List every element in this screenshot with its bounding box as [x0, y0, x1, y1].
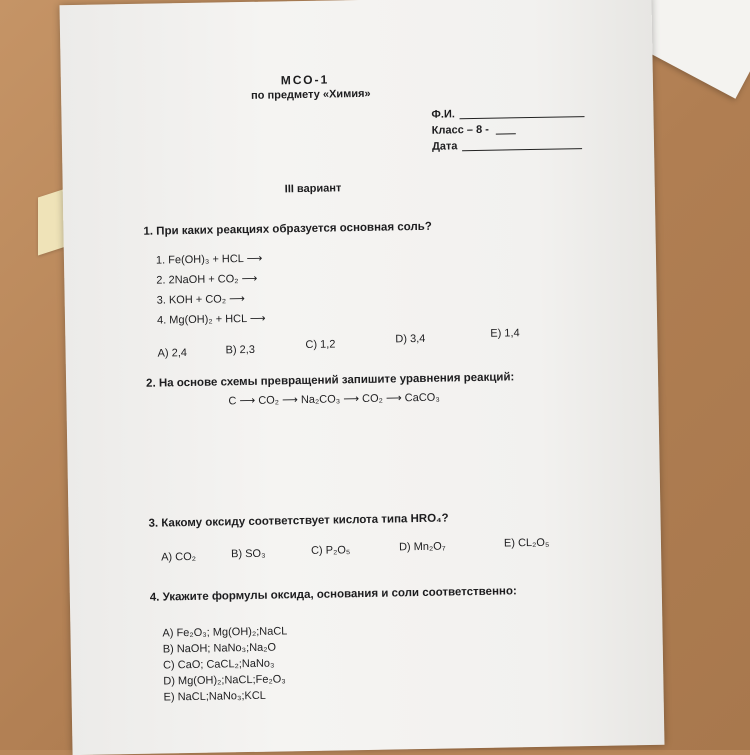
date-line — [462, 148, 582, 151]
variant-label: III вариант — [284, 182, 342, 196]
q3-option-a: A) CO₂ — [161, 550, 197, 564]
q1-option-c: C) 1,2 — [305, 338, 336, 351]
q3-option-d: D) Mn₂O₇ — [398, 540, 446, 554]
q1-option-a: A) 2,4 — [157, 347, 188, 360]
q4-option-e: E) NaCL;NaNo₃;KCL — [163, 689, 266, 704]
sheet-subtitle: по предмету «Химия» — [251, 87, 371, 102]
sheet-title: МСО-1 — [280, 72, 330, 88]
reaction-1: 1. Fe(OH)₃ + HCL ⟶ — [155, 252, 263, 267]
date-label: Дата — [431, 140, 458, 153]
reaction-3: 3. KOH + CO₂ ⟶ — [156, 293, 245, 307]
q4-option-d: D) Mg(OH)₂;NaCL;Fe₂O₃ — [163, 673, 286, 688]
test-sheet — [60, 0, 665, 755]
q4-option-b: B) NaOH; NaNo₃;Na₂O — [162, 641, 277, 656]
q3-option-c: C) P₂O₅ — [310, 544, 351, 557]
conversion-scheme: C ⟶ CO₂ ⟶ Na₂CO₃ ⟶ CO₂ ⟶ CaCO₃ — [228, 391, 440, 408]
reaction-4: 4. Mg(OH)₂ + HCL ⟶ — [156, 312, 266, 327]
question-1: 1. При каких реакциях образуется основная соль? — [143, 220, 432, 238]
question-2: 2. На основе схемы превращений запишите уравнения реакций: — [146, 371, 515, 390]
q3-option-b: B) SO₃ — [231, 547, 266, 561]
class-label: Класс – 8 - — [431, 123, 489, 137]
q1-option-e: E) 1,4 — [490, 327, 520, 340]
name-label: Ф.И. — [431, 108, 455, 121]
question-3: 3. Какому оксиду соответствует кислота типа HRO₄? — [148, 512, 449, 530]
q1-option-b: B) 2,3 — [225, 343, 256, 357]
q1-option-d: D) 3,4 — [395, 332, 426, 346]
q4-option-c: C) CaO; CaCL₂;NaNo₃ — [162, 657, 275, 672]
q4-option-a: A) Fe₂O₃; Mg(OH)₂;NaCL — [162, 625, 288, 640]
question-4: 4. Укажите формулы оксида, основания и соли соответственно: — [149, 585, 517, 604]
reaction-2: 2. 2NaOH + CO₂ ⟶ — [156, 272, 258, 287]
name-line — [460, 116, 585, 119]
q3-option-e: E) CL₂O₅ — [503, 536, 550, 550]
class-line — [496, 133, 516, 134]
